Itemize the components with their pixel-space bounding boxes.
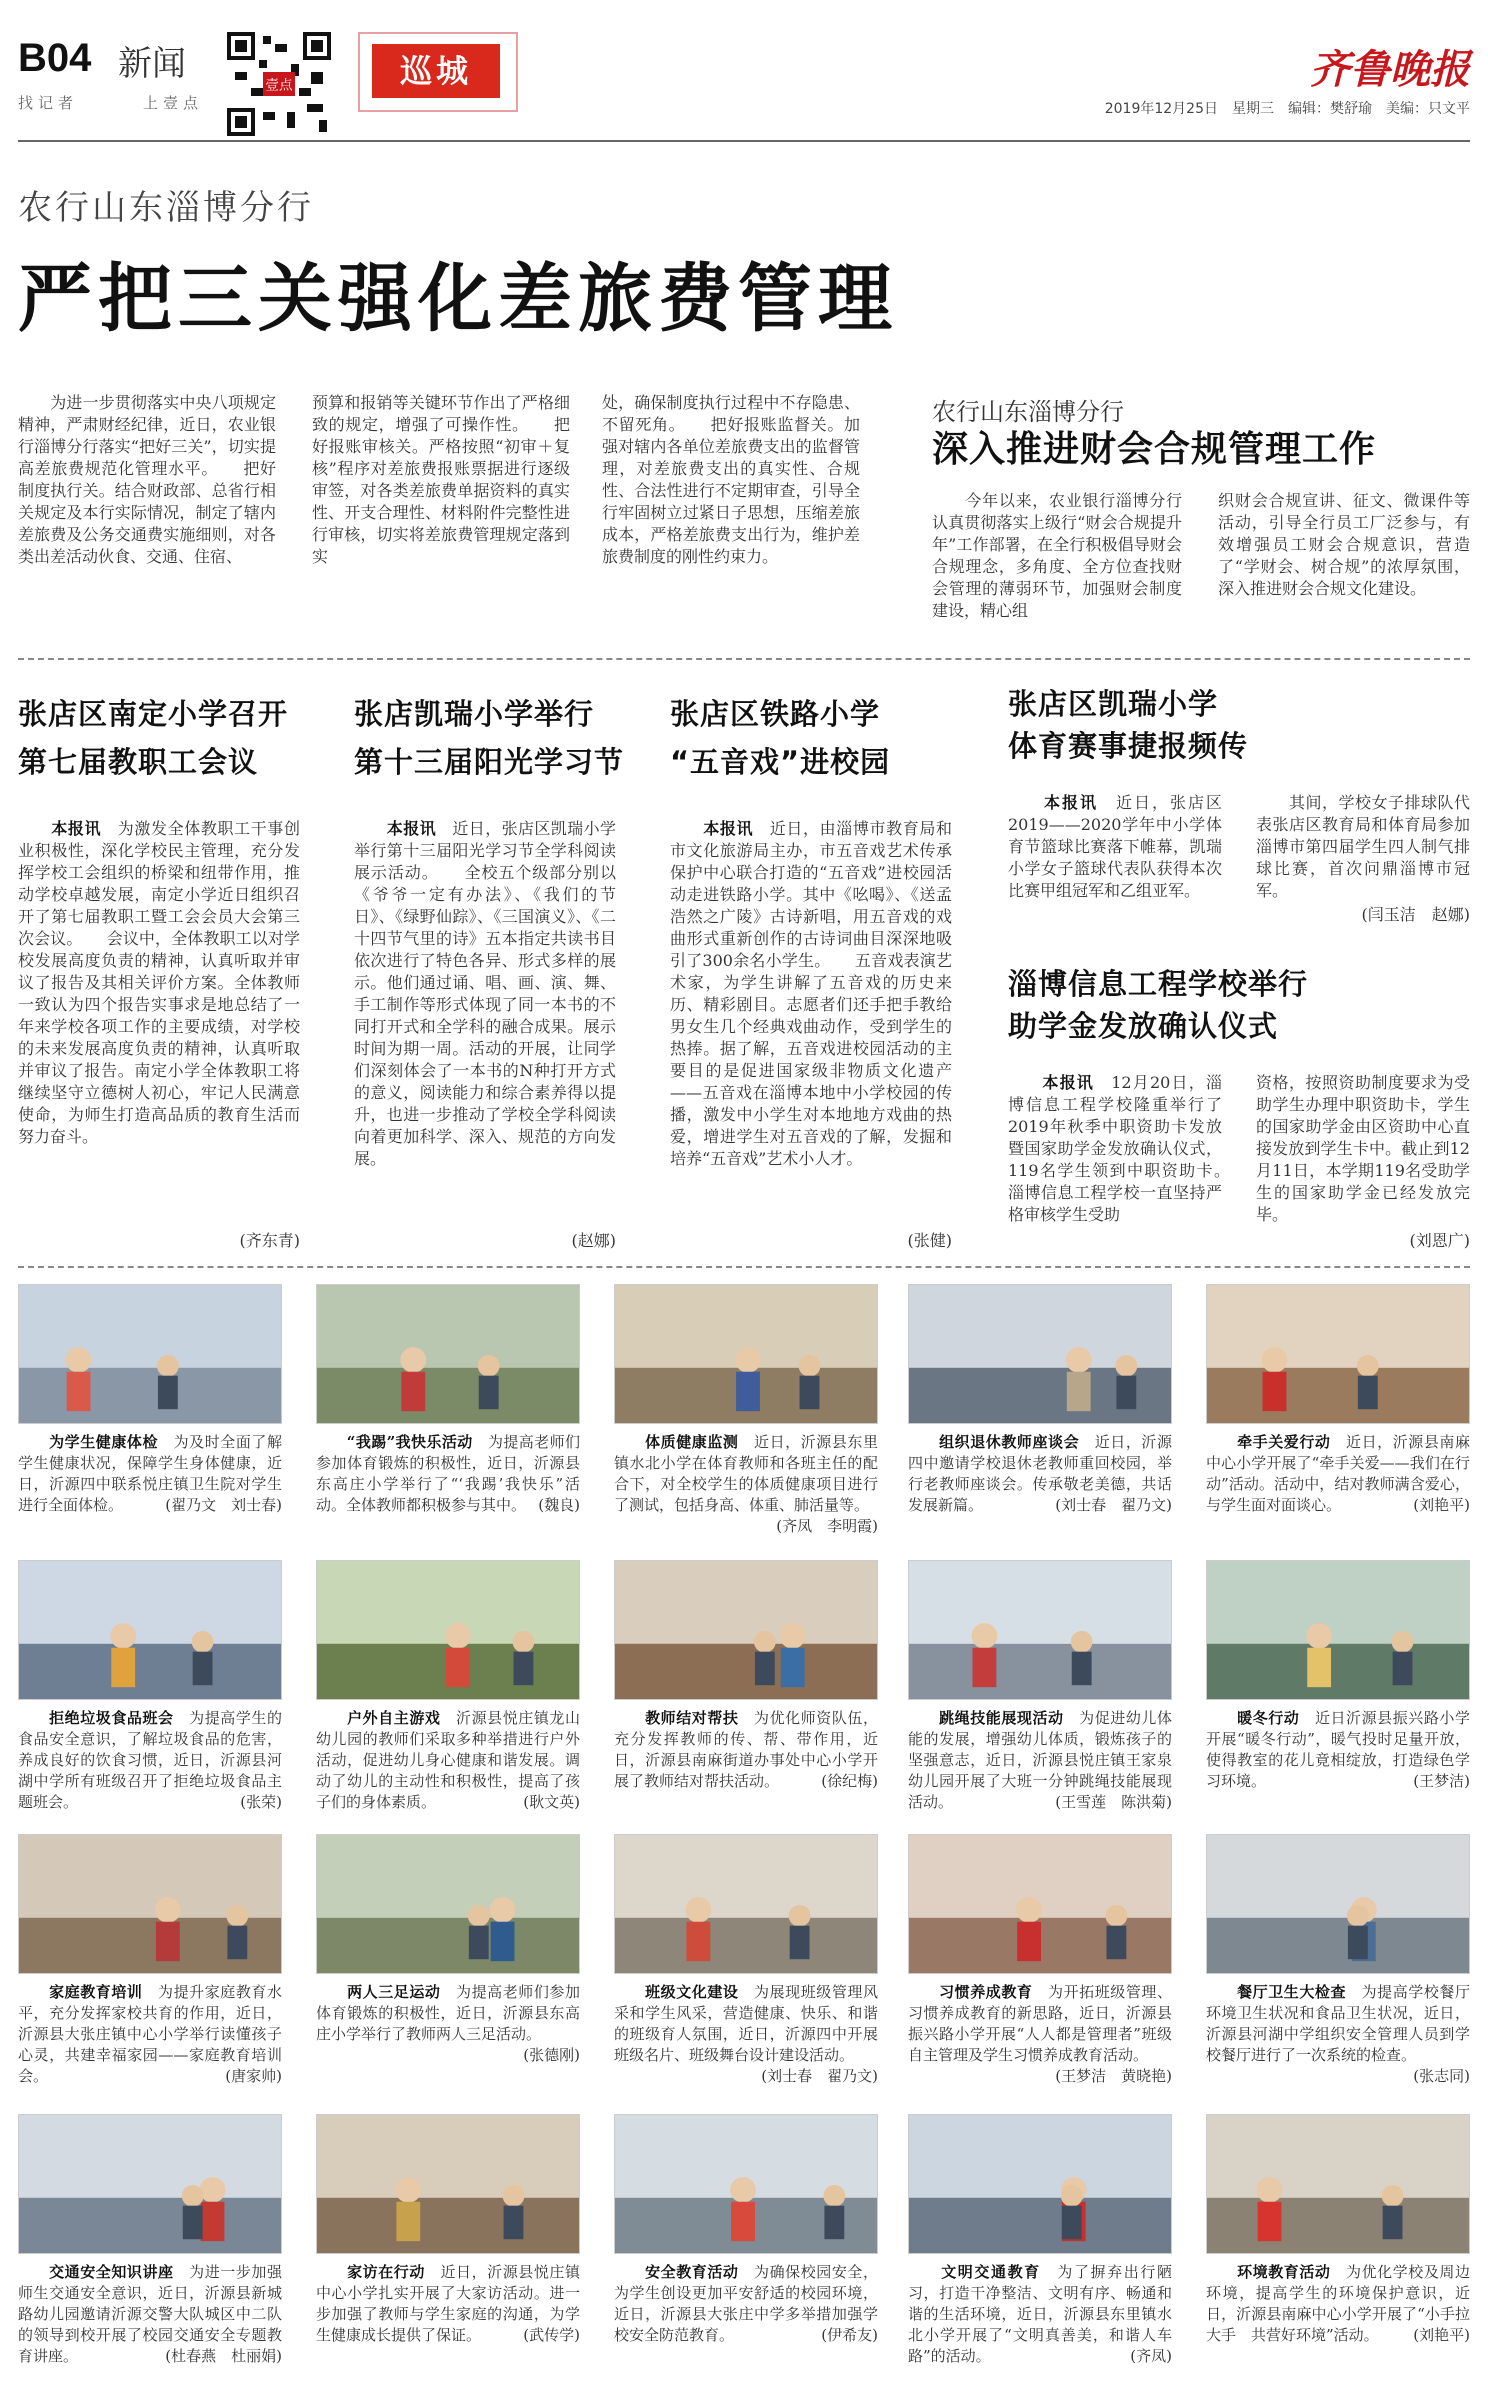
photo-scene (615, 1835, 877, 1973)
news-photo[interactable] (18, 1560, 282, 1700)
news-photo[interactable] (614, 1834, 878, 1974)
qr-label: 壹点 (265, 77, 293, 94)
photo-caption-signature: (翟乃文 刘士春) (165, 1496, 282, 1514)
photo-caption-title: 文明交通教育 (908, 2263, 1058, 2281)
photo-caption (908, 1982, 1172, 2098)
photo-caption-text: 为提高学校餐厅环境卫生状况和食品卫生状况，近日，沂源县河湖中学组织安全管理人员到学校餐厅进行了一次系统的检查。 (1206, 1983, 1470, 2064)
photo-scene (615, 2115, 877, 2253)
main-col-1: 为进一步贯彻落实中央八项规定精神，严肃财经纪律，近日，农业银行淄博分行落实“把好三关”，切实提高差旅费规范化管理水平。 把好制度执行关。结合财政部、总省行相关规定及本行实际情况，制定了辖内差旅费及公务交通费实施细则，对各类出差活动伙食、交通、住宿、 (18, 393, 276, 566)
photo-caption-title: 为学生健康体检 (18, 1433, 174, 1451)
photo-caption-title: 户外自主游戏 (316, 1709, 457, 1727)
photo-caption-signature: (杜春燕 杜丽娟) (165, 2347, 282, 2365)
photo-caption-title: 餐厅卫生大检查 (1206, 1983, 1362, 2001)
article-signature: (赵娜) (571, 1231, 616, 1250)
tagline-left: 找记者 (18, 94, 79, 112)
news-photo[interactable] (908, 1834, 1172, 1974)
photo-caption-text: 近日，沂源四中邀请学校退休老教师重回校园，举行老教师座谈会。传承敬老美德，共话发展新篇。 (908, 1433, 1172, 1514)
photo-caption (614, 2262, 878, 2378)
photo-caption-signature: (张荣) (240, 1793, 282, 1811)
side-kicker: 农行山东淄博分行 (932, 398, 1124, 426)
photo-caption-text: 为及时全面了解学生健康状况，保障学生身体健康，近日，沂源四中联系悦庄镇卫生院对学生进行全面体检。 (18, 1433, 282, 1514)
photo-caption-text: 沂源县悦庄镇龙山幼儿园的教师们采取多种举措进行户外活动，促进幼儿身心健康和谐发展。调动了幼儿的主动性和积极性，提高了孩子们的身体素质。 (316, 1709, 580, 1811)
side-title: 深入推进财会合规管理工作 (932, 429, 1377, 470)
photo-caption (316, 1432, 580, 1548)
article-body: 本报讯 12月20日，淄博信息工程学校隆重举行了2019年秋季中职资助卡发放暨国家助学金发放确认仪式，119名学生领到中职资助卡。 淄博信息工程学校一直坚持严格审核学生受助 (1008, 1073, 1255, 1224)
photo-caption-signature: (刘艳平) (1413, 2326, 1470, 2344)
photo-caption-signature: (王梦洁) (1413, 1772, 1470, 1790)
side-col-1: 今年以来，农业银行淄博分行认真贯彻落实上级行“财会合规提升年”工作部署，在全行积极倡导财会合规理念，多角度、全方位查找财会管理的薄弱环节，加强财会制度建设，精心组 (932, 491, 1182, 620)
photo-caption-title: 牵手关爱行动 (1206, 1433, 1347, 1451)
article-title-line1: 张店区南定小学召开 (18, 697, 289, 731)
article-signature: (齐东青) (239, 1231, 300, 1250)
masthead (18, 28, 1470, 138)
photo-caption-title: 两人三足运动 (316, 1983, 457, 2001)
photo-caption-signature: (唐家帅) (225, 2067, 282, 2085)
photo-caption-title: 教师结对帮扶 (614, 1709, 755, 1727)
article-body: 本报讯 近日，张店区2019——2020学年中小学体育节篮球比赛落下帷幕，凯瑞小学女子篮球代表队获得本次比赛甲组冠军和乙组亚军。 (1008, 793, 1222, 900)
photo-scene (615, 1285, 877, 1423)
photo-caption-text: 为展现班级管理风采和学生风采，营造健康、快乐、和谐的班级育人氛围，近日，沂源四中开展班级名片、班级舞台设计建设活动。 (614, 1983, 878, 2064)
photo-caption-title: 家庭教育培训 (18, 1983, 159, 2001)
photo-caption-text: 为提高老师们参加体育锻炼的积极性，近日，沂源县东高庄小学举行了教师两人三足活动。 (316, 1983, 580, 2043)
photo-caption-title: 安全教育活动 (614, 2263, 755, 2281)
photo-caption (316, 2262, 580, 2378)
photo-caption-signature: (伊希友) (821, 2326, 878, 2344)
news-photo[interactable] (1206, 1834, 1470, 1974)
photo-caption-title: 环境教育活动 (1206, 2263, 1347, 2281)
article-body: 本报讯 为激发全体教职工干事创业积极性，深化学校民主管理，充分发挥学校工会组织的桥梁和纽带作用，推动学校卓越发展，南定小学近日组织召开了第七届教职工暨工会会员大会第三次会议。 会议中，全体教职工以对学校发展高度负责的精神，认真听取并审议了报告及其相关评价方案。全体教师一致认为四个报告实事求是地总结了一年来学校各项工作的主要成绩，对学校的未来发展高度负责的精神，认真听取并审议了报告。南定小学全体教职工将继续坚守立德树人初心，牢记人民满意使命，为师生打造高品质的教育生活而努力奋斗。 (18, 819, 300, 1146)
photo-caption (18, 2262, 282, 2378)
photo-caption-signature: (武传学) (523, 2326, 580, 2344)
main-col-3: 处，确保制度执行过程中不存隐患、不留死角。 把好报账监督关。加强对辖内各单位差旅费支出的监督管理，对差旅费支出的真实性、合规性、合法性进行不定期审查，引导全行牢固树立过紧日子思想，压缩差旅成本，严格差旅费支出行为，维护差旅费制度的刚性约束力。 (602, 393, 860, 566)
photo-caption (614, 1708, 878, 1824)
masthead-rule (18, 140, 1470, 142)
photo-caption-title: 班级文化建设 (614, 1983, 755, 2001)
news-photo[interactable] (908, 2114, 1172, 2254)
tagline-right: 上壹点 (143, 94, 204, 112)
photo-caption-text: 为提升家庭教育水平，充分发挥家校共育的作用，近日，沂源县大张庄镇中心小学举行读懂孩子心灵，共建幸福家园——家庭教育培训会。 (18, 1983, 282, 2085)
photo-caption-title: 家访在行动 (316, 2263, 441, 2281)
photo-scene (317, 1561, 579, 1699)
article-body-col2: 其间，学校女子排球队代表张店区教育局和体育局参加淄博市第四届学生四人制气排球比赛，首次问鼎淄博市冠军。 (1256, 793, 1470, 900)
photo-caption-text: 为促进幼儿体能的发展，增强幼儿体质，锻炼孩子的坚强意志，近日，沂源县悦庄镇王家泉幼儿园开展了大班一分钟跳绳技能展现活动。 (908, 1709, 1172, 1811)
main-headline: 严把三关强化差旅费管理 (18, 256, 898, 342)
news-photo[interactable] (614, 2114, 878, 2254)
news-photo[interactable] (316, 1560, 580, 1700)
photo-caption-text: 为优化师资队伍，充分发挥教师的传、帮、带作用，近日，沂源县南麻街道办事处中心小学开展了教师结对帮扶活动。 (614, 1709, 878, 1790)
photo-caption-text: 为开拓班级管理、习惯养成教育的新思路，近日，沂源县振兴路小学开展“人人都是管理者”班级自主管理及学生习惯养成教育活动。 (908, 1983, 1172, 2064)
photo-caption-text: 为优化学校及周边环境，提高学生的环境保护意识，近日，沂源县南麻中心小学开展了“小手拉大手 共营好环境”活动。 (1206, 2263, 1470, 2344)
photo-caption-title: 交通安全知识讲座 (18, 2263, 190, 2281)
photo-caption-signature: (王雪莲 陈洪菊) (1055, 1793, 1172, 1811)
photo-caption-signature: (耿文英) (523, 1793, 580, 1811)
photo-scene (1207, 1285, 1469, 1423)
photo-caption-text: 近日，沂源县东里镇水北小学在体育教师和各班主任的配合下，对全校学生的体质健康项目进行了测试，包括身高、体重、肺活量等。 (614, 1433, 878, 1514)
photo-caption-text: 为确保校园安全，为学生创设更加平安舒适的校园环境，近日，沂源县大张庄中学多举措加强学校安全防范教育。 (614, 2263, 878, 2344)
article-body: 本报讯 近日，由淄博市教育局和市文化旅游局主办，市五音戏艺术传承保护中心联合打造的“五音戏”进校园活动走进铁路小学。其中《吆喝》、《送孟浩然之广陵》古诗新唱，用五音戏的戏曲形式重新创作的古诗词曲目深深地吸引了300余名小学生。 五音戏表演艺术家，为学生讲解了五音戏的历史来历、精彩剧目。志愿者们还手把手教给男女生几个经典戏曲动作，受到学生的热捧。据了解，五音戏进校园活动的主要目的是促进国家级非物质文化遗产——五音戏在淄博本地中小学校园的传播，激发中小学生对本地地方戏曲的热爱，增进学生对五音戏的了解，发掘和培养“五音戏”艺术小人才。 (670, 819, 952, 1168)
photo-caption-text: 近日，沂源县南麻中心小学开展了“牵手关爱——我们在行动”活动。活动中，结对教师满含爱心，与学生面对面谈心。 (1206, 1433, 1470, 1514)
article-signature: (闫玉洁 赵娜) (1361, 905, 1470, 924)
photo-caption (18, 1982, 282, 2098)
photo-caption-text: 为了摒弃出行陋习，打造干净整洁、文明有序、畅通和谐的生活环境，近日，沂源县东里镇水北小学开展了“文明真善美，和谐人车路”的活动。 (908, 2263, 1172, 2365)
photo-caption (908, 1708, 1172, 1824)
column-label: 巡城 (372, 44, 500, 98)
photo-caption (908, 1432, 1172, 1548)
photo-caption-title: 拒绝垃圾食品班会 (18, 1709, 190, 1727)
photo-caption (18, 1708, 282, 1824)
photo-caption (614, 1432, 878, 1548)
photo-scene (317, 2115, 579, 2253)
photo-caption (1206, 2262, 1470, 2378)
photo-caption-title: 习惯养成教育 (908, 1983, 1049, 2001)
news-photo[interactable] (1206, 2114, 1470, 2254)
photo-caption-signature: (张志同) (1413, 2067, 1470, 2085)
article-title-line1: 张店凯瑞小学举行 (354, 697, 595, 731)
news-photo[interactable] (1206, 1284, 1470, 1424)
photo-caption-text: 为提高老师们参加体育锻炼的积极性，近日，沂源县东高庄小学举行了“‘我踢’我快乐”活动。全体教师都积极参与其中。 (316, 1433, 580, 1514)
photo-caption-text: 近日，沂源县悦庄镇中心小学扎实开展了大家访活动。进一步加强了教师与学生家庭的沟通，为学生健康成长提供了保证。 (316, 2263, 580, 2344)
main-col-2: 预算和报销等关键环节作出了严格细致的规定，增强了可操作性。 把好报账审核关。严格按照“初审＋复核”程序对差旅费报账票据进行逐级审签，对各类差旅费单据资料的真实性、开支合理性、材料附件完整性进行审核，切实将差旅费管理规定落到实 (312, 393, 570, 566)
news-photo[interactable] (908, 1284, 1172, 1424)
section-divider (18, 658, 1470, 660)
photo-scene (1207, 1835, 1469, 1973)
news-photo[interactable] (908, 1560, 1172, 1700)
photo-scene (19, 2115, 281, 2253)
photo-caption-title: 组织退休教师座谈会 (908, 1433, 1095, 1451)
photo-caption (18, 1432, 282, 1548)
photo-caption-signature: (徐纪梅) (821, 1772, 878, 1790)
photo-caption (908, 2262, 1172, 2378)
column-badge (358, 32, 518, 112)
photo-caption (316, 1982, 580, 2098)
photo-section-divider (18, 1266, 1470, 1268)
photo-scene (909, 1835, 1171, 1973)
photo-scene (615, 1561, 877, 1699)
article-title-line2: “五音戏”进校园 (670, 745, 891, 779)
news-photo[interactable] (1206, 1560, 1470, 1700)
article-title-line2: 第十三届阳光学习节 (354, 745, 625, 779)
photo-caption-signature: (魏良) (538, 1496, 580, 1514)
photo-caption-signature: (齐凤 李明霞) (776, 1517, 878, 1535)
article-title-line1: 淄博信息工程学校举行 (1008, 967, 1309, 1001)
photo-scene (19, 1835, 281, 1973)
article-signature: (刘恩广) (1409, 1231, 1470, 1250)
article-body-col2: 资格，按照资助制度要求为受助学生办理中职资助卡，学生的国家助学金由区资助中心直接发放到学生卡中。截止到12月11日，本学期119名受助学生的国家助学金已经发放完毕。 (1256, 1073, 1470, 1224)
qr-code-icon[interactable] (223, 28, 335, 140)
photo-caption-text: 为提高学生的食品安全意识，了解垃圾食品的危害，养成良好的饮食习惯，近日，沂源县河湖中学所有班级召开了拒绝垃圾食品主题班会。 (18, 1709, 282, 1811)
news-photo[interactable] (614, 1284, 878, 1424)
photo-scene (317, 1835, 579, 1973)
photo-caption (316, 1708, 580, 1824)
photo-caption-signature: (刘士春 翟乃文) (1055, 1496, 1172, 1514)
photo-caption-title: 体质健康监测 (614, 1433, 755, 1451)
photo-scene (317, 1285, 579, 1423)
article-signature: (张健) (907, 1231, 952, 1250)
photo-caption-title: 跳绳技能展现活动 (908, 1709, 1080, 1727)
news-photo[interactable] (18, 1284, 282, 1424)
photo-scene (1207, 1561, 1469, 1699)
photo-caption-signature: (张德刚) (523, 2046, 580, 2064)
news-photo[interactable] (316, 1284, 580, 1424)
main-kicker: 农行山东淄博分行 (18, 188, 314, 228)
photo-scene (19, 1561, 281, 1699)
news-photo[interactable] (18, 1834, 282, 1974)
news-photo[interactable] (316, 1834, 580, 1974)
photo-scene (19, 1285, 281, 1423)
news-photo[interactable] (614, 1560, 878, 1700)
photo-scene (909, 1561, 1171, 1699)
photo-caption-text: 近日沂源县振兴路小学开展“暖冬行动”，暖气投时足量开放，使得教室的花儿竟相绽放，打造绿色学习环境。 (1206, 1709, 1470, 1790)
photo-caption (614, 1982, 878, 2098)
photo-caption-title: 暖冬行动 (1206, 1709, 1315, 1727)
newspaper-logo: 齐鲁晚报 (1310, 46, 1470, 93)
photo-caption (1206, 1432, 1470, 1548)
article-body: 本报讯 近日，张店区凯瑞小学举行第十三届阳光学习节全学科阅读展示活动。 全校五个级部分别以《爷爷一定有办法》、《我们的节日》、《绿野仙踪》、《三国演义》、《二十四节气里的诗》五本指定共读书目依次进行了特色各异、形式多样的展示。他们通过诵、唱、画、演、舞、手工制作等形式体现了同一本书的不同打开式和全学科的融合成果。展示时间为期一周。活动的开展，让同学们深刻体会了一本书的N种打开方式的意义，阅读能力和综合素养得以提升，也进一步推动了学校全学科阅读向着更加科学、深入、规范的方向发展。 (354, 819, 616, 1168)
article-title-line1: 张店区铁路小学 (670, 697, 881, 731)
news-photo[interactable] (18, 2114, 282, 2254)
photo-caption-signature: (刘士春 翟乃文) (761, 2067, 878, 2085)
photo-scene (909, 1285, 1171, 1423)
article-title-line2: 第七届教职工会议 (18, 745, 259, 779)
side-col-2: 织财会合规宣讲、征文、微课件等活动，引导全行员工厂泛参与，有效增强员工财会合规意识，营造了“学财会、树合规”的浓厚氛围，深入推进财会合规文化建设。 (1218, 491, 1470, 598)
photo-scene (909, 2115, 1171, 2253)
issue-meta: 2019年12月25日 星期三 编辑：樊舒瑜 美编：只文平 (1104, 101, 1470, 117)
photo-caption-signature: (王梦洁 黄晓艳) (1055, 2067, 1172, 2085)
photo-caption-signature: (刘艳平) (1413, 1496, 1470, 1514)
article-title-line1: 张店区凯瑞小学 (1008, 687, 1219, 721)
section-name: 新闻 (118, 44, 186, 84)
photo-caption-text: 为进一步加强师生交通安全意识，近日，沂源县新城路幼儿园邀请沂源交警大队城区中二队的领导到校开展了校园交通安全专题教育讲座。 (18, 2263, 282, 2365)
photo-caption-title: “我踢”我快乐活动 (316, 1433, 488, 1451)
article-title-line2: 助学金发放确认仪式 (1008, 1009, 1279, 1043)
photo-caption (1206, 1708, 1470, 1824)
photo-caption (1206, 1982, 1470, 2098)
page-number: B04 (18, 36, 92, 80)
photo-caption-signature: (齐凤) (1130, 2347, 1172, 2365)
article-title-line2: 体育赛事捷报频传 (1008, 729, 1249, 763)
photo-scene (1207, 2115, 1469, 2253)
news-photo[interactable] (316, 2114, 580, 2254)
